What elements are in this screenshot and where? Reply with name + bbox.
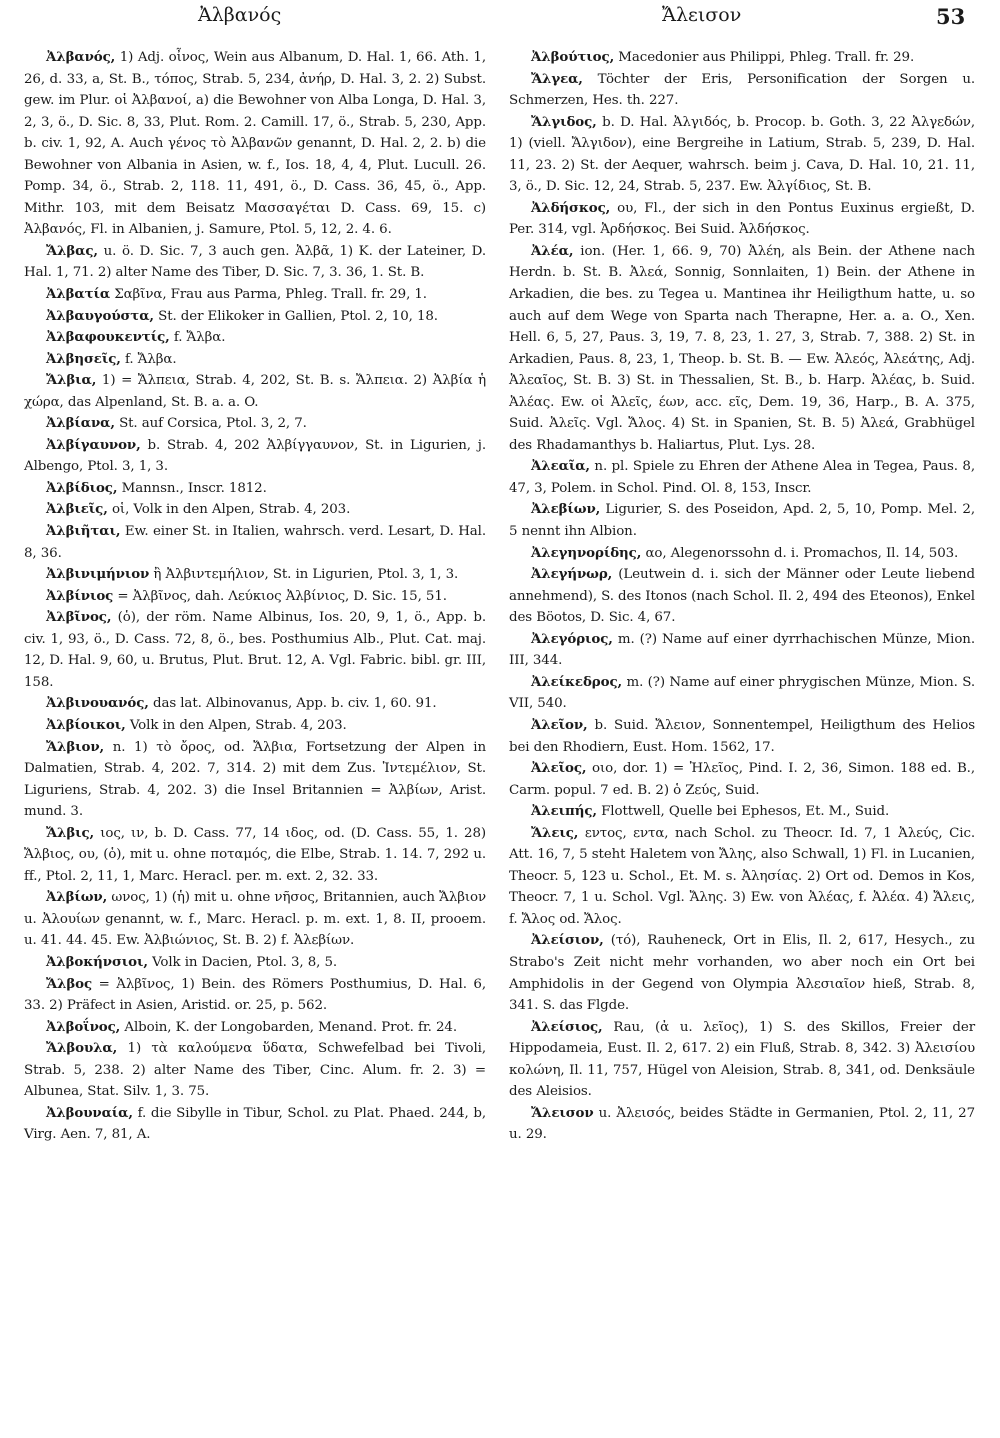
entry-text: Volk in den Alpen, Strab. 4, 203. — [125, 717, 347, 733]
dictionary-entry — [24, 478, 486, 500]
page-number: 53 — [936, 4, 966, 29]
dictionary-entry — [509, 543, 975, 565]
dictionary-entry — [24, 693, 486, 715]
dictionary-entry — [24, 586, 486, 608]
entry-headword: Ἀλβίγαυνον, — [46, 436, 141, 453]
entry-text: b. Suid. Ἄλειον, Sonnentempel, Heiligthum des Helios bei den Rhodiern, Eust. Hom. 1562, 17. — [509, 717, 975, 755]
entry-text: u. Ἀλεισός, beides Städte in Germanien, Ptol. 2, 11, 27 u. 29. — [509, 1105, 975, 1143]
dictionary-entry — [509, 69, 975, 112]
entry-text: ου, Fl., der sich in den Pontus Euxinus ergießt, D. Per. 314, vgl. Ἀρδήσκος. Bei Suid. Ἀλδήσκος. — [509, 200, 975, 238]
entry-text: ωνος, 1) (ἡ) mit u. ohne νῆσος, Britannien, auch Ἄλβιον u. Ἀλουίων genannt, w. f., Marc. Heracl. p. m. ext. 1, 8. II, prooem. u. 41. 44. 45. Ew. Ἀλβιώνιος, St. B. 2) f. Ἀλεβίων. — [24, 890, 486, 949]
entry-text: (Leutwein d. i. sich der Männer oder Leute liebend annehmend), S. des Itonos (nach Schol. Il. 2, 494 des Eteonos), Enkel des Böotos, D. Sic. 4, 67. — [509, 567, 975, 626]
entry-headword: Ἄλγιδος, — [531, 113, 597, 130]
entry-headword: Ἀλβοκήνσιοι, — [46, 953, 148, 970]
entry-text: 1) τὰ καλούμενα ὕδατα, Schwefelbad bei Tivoli, Strab. 5, 238. 2) alter Name des Tiber, Cinc. Alum. fr. 2. 3) = Albunea, Stat. Silv. 1, 3. 75. — [24, 1041, 486, 1100]
dictionary-entry — [24, 715, 486, 737]
dictionary-entry — [509, 758, 975, 801]
entry-headword: Ἀλβίοικοι, — [46, 716, 126, 733]
dictionary-entry — [24, 1038, 486, 1103]
entry-headword: Ἀλβοΐνος, — [46, 1018, 121, 1035]
dictionary-entry — [509, 1017, 975, 1103]
dictionary-entry — [24, 607, 486, 693]
entry-text: Töchter der Eris, Personification der Sorgen u. Schmerzen, Hes. th. 227. — [509, 71, 975, 109]
left-column — [24, 47, 486, 1146]
entry-text: Ew. einer St. in Italien, wahrsch. verd. Lesart, D. Hal. 8, 36. — [24, 524, 486, 561]
entry-text: Ligurier, S. des Poseidon, Apd. 2, 5, 10, Pomp. Mel. 2, 5 nennt ihn Albion. — [509, 502, 975, 540]
dictionary-entry — [509, 198, 975, 241]
entry-headword: Ἀλβίων, — [46, 889, 108, 906]
entry-text: Macedonier aus Philippi, Phleg. Trall. fr. 29. — [614, 50, 915, 65]
entry-headword: Ἀλβίδιος, — [46, 479, 118, 496]
running-head-right: Ἄλεισον — [662, 4, 742, 26]
entry-headword: Ἄλεις, — [531, 824, 579, 841]
dictionary-entry — [509, 801, 975, 823]
entry-headword: Ἀλβίανα, — [46, 415, 115, 432]
entry-text: n. pl. Spiele zu Ehren der Athene Alea in Tegea, Paus. 8, 47, 3, Polem. in Schol. Pind. Ol. 8, 153, Inscr. — [509, 459, 975, 496]
entry-headword: Ἄλβιον, — [46, 738, 105, 755]
entry-text: ion. (Her. 1, 66. 9, 70) Ἀλέη, als Bein. der Athene nach Herdn. b. St. B. Ἀλεά, Sonnig, Sonnlaiten, 1) Bein. der Athene in Arkadien, die bes. zu Tegea u. Mantinea ihr Heiligthum hatte, u. so auch auf dem Wege von Sparta nach Therapne, Her. a. a. O., Xen. Hell. 6, 5, 27, Paus. 3, 19, 7. 8, 23, 1. 27, 3, Strab. 7, 388. 2) St. in Arkadien, Paus. 8, 23, 1, Theop. b. St. B. — Ew. Ἀλεός, Ἀλεάτης, Adj. Ἀλεαῖος, St. B. 3) St. in Thessalien, St. B., b. Harp. Ἀλέας, b. Suid. Ἀλέας. Ew. οἱ Ἀλεῖς, έων, acc. εῖς, Dem. 19, 36, Harp., B. A. 375, Suid. Ἀλεῖς. Vgl. Ἄλος. 4) St. in Spanien, St. B. 5) Ἀλεά, Grabhügel des Rhadamanthys b. Haliartus, Plut. Lys. 28. — [509, 243, 975, 453]
dictionary-entry — [509, 715, 975, 758]
entry-text: ιος, ιν, b. D. Cass. 77, 14 ιδος, od. (D. Cass. 55, 1. 28) Ἄλβιος, ου, (ὁ), mit u. ohne ποταμός, die Elbe, Strab. 1. 14. 7, 292 u. ff., Ptol. 2, 11, 1, Marc. Heracl. per. m. ext. 2, 32. 33. — [24, 825, 486, 884]
entry-text: αο, Alegenorssohn d. i. Promachos, Il. 14, 503. — [641, 545, 959, 561]
entry-text: b. D. Hal. Ἀλγιδός, b. Procop. b. Goth. 3, 22 Ἀλγεδών, 1) (viell. Ἄλγιδον), eine Bergreihe in Latium, Strab. 5, 239, D. Hal. 11, 23. 2) St. der Aequer, wahrsch. beim j. Cava, D. Hal. 10, 21. 11, 3, ö., D. Sic. 12, 24, Strab. 5, 237. Ew. Ἀλγίδιος, St. B. — [509, 114, 975, 195]
entry-headword: Ἀλεῖος, — [531, 760, 587, 777]
entry-text: Rau, (ἀ u. λεῖος), 1) S. des Skillos, Freier der Hippodameia, Eust. Il. 2, 617. 2) ein Fluß, Strab. 8, 342. 3) Ἀλεισίου κολώνη, Il. 11, 757, Hügel von Aleision, Strab. 8, 341, od. Denksäule des Aleisios. — [509, 1019, 975, 1100]
entry-text: ἢ Ἀλβιντεμήλιον, St. in Ligurien, Ptol. 3, 1, 3. — [149, 567, 459, 583]
running-head-left: Ἀλβανός — [198, 4, 282, 26]
entry-headword: Ἀλβιῆται, — [46, 523, 121, 540]
entry-text: 1) Adj. οἶνος, Wein aus Albanum, D. Hal. 1, 66. Ath. 1, 26, d. 33, a, St. B., τόπος, Strab. 5, 234, ἀνήρ, D. Hal. 3, 2. 2) Subst. gew. im Plur. οἱ Ἀλβανοί, a) die Bewohner von Alba Longa, D. Hal. 3, 2, 3, ö., D. Sic. 8, 33, Plut. Rom. 2. Camill. 17, ö., Strab. 5, 230, App. b. civ. 1, 92, A. Auch γένος τὸ Ἀλβανῶν genannt, D. Hal. 2, 2. b) die Bewohner von Albania in Asien, w. f., Ios. 18, 4, 4, Plut. Lucull. 26. Pomp. 34, ö., Strab. 2, 118. 11, 491, ö., D. Cass. 36, 45, ö., App. Mithr. 103, mit dem Beisatz Μασσαγέται D. Cass. 69, 15. c) Ἀλβανός, Fl. in Albanien, j. Samure, Ptol. 5, 12, 2. 4. 6. — [24, 50, 486, 238]
dictionary-entry — [24, 564, 486, 586]
dictionary-entry — [509, 47, 975, 69]
entry-text: Volk in Dacien, Ptol. 3, 8, 5. — [147, 954, 338, 970]
dictionary-entry — [24, 521, 486, 564]
entry-headword: Ἀλεαῖα, — [531, 458, 590, 475]
dictionary-entry — [509, 930, 975, 1016]
entry-headword: Ἀλείσιος, — [531, 1018, 603, 1035]
entry-headword: Ἀλβαυγούστα, — [46, 307, 154, 324]
entry-text: Mannsn., Inscr. 1812. — [117, 480, 267, 496]
entry-headword: Ἀλβίνιος — [46, 587, 114, 604]
entry-headword: Ἀλβουναία, — [46, 1104, 133, 1121]
dictionary-entry — [24, 306, 486, 328]
entry-text: n. 1) τὸ ὄρος, od. Ἄλβια, Fortsetzung der Alpen in Dalmatien, Strab. 4, 202. 7, 314. 2) mit dem Zus. Ἰντεμέλιον, St. Liguriens, Strab. 4, 202. 3) die Insel Britannien = Ἀλβίων, Arist. mund. 3. — [24, 739, 486, 820]
dictionary-entry — [509, 1103, 975, 1146]
entry-headword: Ἀλβατία — [46, 286, 111, 303]
dictionary-entry — [24, 47, 486, 241]
entry-text: b. Strab. 4, 202 Ἀλβίγγαυνον, St. in Ligurien, j. Albengo, Ptol. 3, 1, 3. — [24, 437, 486, 475]
entry-text: Alboin, K. der Longobarden, Menand. Prot. fr. 24. — [120, 1019, 457, 1035]
dictionary-entry — [24, 349, 486, 371]
entry-text: m. (?) Name auf einer dyrrhachischen Münze, Mion. III, 344. — [509, 631, 975, 669]
entry-text: οιο, dor. 1) = Ἠλεῖος, Pind. I. 2, 36, Simon. 188 ed. B., Carm. popul. 7 ed. B. 2) ὁ Ζεύς, Suid. — [509, 761, 975, 798]
dictionary-entry — [24, 370, 486, 413]
entry-text: das lat. Albinovanus, App. b. civ. 1, 60. 91. — [148, 696, 437, 712]
entry-headword: Ἀλβινιμήνιον — [46, 566, 150, 583]
entry-headword: Ἀλβιεῖς, — [46, 501, 108, 518]
dictionary-entry — [24, 737, 486, 823]
right-column — [509, 47, 975, 1146]
dictionary-entry — [24, 499, 486, 521]
entry-headword: Ἀλβῖνος, — [46, 609, 112, 626]
dictionary-entry — [509, 629, 975, 672]
dictionary-entry — [509, 823, 975, 931]
entry-text: οἱ, Volk in den Alpen, Strab. 4, 203. — [107, 502, 351, 518]
entry-headword: Ἀλβινουανός, — [46, 695, 149, 712]
entry-text: m. (?) Name auf einer phrygischen Münze, Mion. S. VII, 540. — [509, 674, 975, 712]
entry-headword: Ἄλεισον — [531, 1104, 594, 1121]
dictionary-entry — [24, 413, 486, 435]
entry-headword: Ἀλείσιον, — [531, 932, 604, 949]
entry-text: (τό), Rauheneck, Ort in Elis, Il. 2, 617, Hesych., zu Strabo's Zeit nicht mehr vorhanden, wo aber noch ein Ort bei Amphidolis in der Gegend von Olympia Ἀλεσιαῖον hieß, Strab. 8, 341. S. das Flgde. — [509, 933, 975, 1014]
entry-text: Flottwell, Quelle bei Ephesos, Et. M., Suid. — [596, 804, 890, 820]
entry-text: f. Ἄλβα. — [169, 330, 226, 346]
entry-text: (ὁ), der röm. Name Albinus, Ios. 20, 9, 1, ö., App. b. civ. 1, 93, ö., D. Cass. 72, 8, ö., bes. Posthumius Alb., Plut. Cat. maj. 12, D. Hal. 9, 60, u. Brutus, Plut. Brut. 12, A. Vgl. Fabric. bibl. gr. III, 158. — [24, 610, 486, 690]
entry-headword: Ἀλδήσκος, — [531, 199, 611, 216]
entry-text: 1) = Ἄλπεια, Strab. 4, 202, St. B. s. Ἄλπεια. 2) Ἀλβία ἡ χώρα, das Alpenland, St. B. a. a. O. — [24, 373, 486, 410]
dictionary-entry — [24, 241, 486, 284]
entry-headword: Ἀλείκεδρος, — [531, 673, 623, 690]
entry-headword: Ἀλεβίων, — [531, 501, 601, 518]
entry-headword: Ἄλβουλα, — [46, 1040, 118, 1057]
entry-text: = Ἀλβῖνος, 1) Bein. des Römers Posthumius, D. Hal. 6, 33. 2) Präfect in Asien, Aristid. or. 25, p. 562. — [24, 976, 486, 1014]
dictionary-entry — [24, 887, 486, 952]
dictionary-entry — [24, 284, 486, 306]
dictionary-entry — [509, 672, 975, 715]
entry-headword: Ἀλέα, — [531, 242, 574, 259]
entry-text: Σαβῖνα, Frau aus Parma, Phleg. Trall. fr. 29, 1. — [110, 287, 427, 303]
dictionary-entry — [509, 564, 975, 629]
entry-text: = Ἀλβῖνος, dah. Λεύκιος Ἀλβίνιος, D. Sic. 15, 51. — [113, 588, 447, 604]
dictionary-entry — [24, 327, 486, 349]
dictionary-entry — [24, 435, 486, 478]
entry-text: St. der Elikoker in Gallien, Ptol. 2, 10, 18. — [153, 308, 438, 324]
entry-headword: Ἀλβανός, — [46, 49, 116, 65]
entry-text: u. ö. D. Sic. 7, 3 auch gen. Ἀλβᾶ, 1) K. der Lateiner, D. Hal. 1, 71. 2) alter Name des Tiber, D. Sic. 7, 3. 36, 1. St. B. — [24, 243, 486, 281]
dictionary-entry — [24, 823, 486, 888]
entry-headword: Ἄλβια, — [46, 372, 97, 389]
dictionary-entry — [24, 974, 486, 1017]
dictionary-entry — [509, 456, 975, 499]
entry-headword: Ἀλεγηνορίδης, — [531, 544, 642, 561]
entry-text: f. die Sibylle in Tibur, Schol. zu Plat. Phaed. 244, b, Virg. Aen. 7, 81, A. — [24, 1105, 486, 1143]
dictionary-entry — [509, 112, 975, 198]
entry-headword: Ἀλβούτιος, — [531, 49, 615, 65]
entry-text: εντος, εντα, nach Schol. zu Theocr. Id. 7, 1 Ἀλεύς, Cic. Att. 16, 7, 5 steht Haletem von Ἄλης, also Schwall, 1) Fl. in Lucanien, Theocr. 5, 123 u. Schol., Et. M. s. Ἀλησίας. 2) Ort od. Demos in Kos, Theocr. 7, 1 u. Schol. Vgl. Ἄλης. 3) Ew. von Ἀλέας, f. Ἀλέα. 4) Ἄλεις, f. Ἄλος od. Ἄλος. — [509, 825, 975, 927]
entry-headword: Ἄλβας, — [46, 242, 98, 259]
entry-headword: Ἀλβαφουκεντίς, — [46, 329, 170, 346]
dictionary-entry — [509, 241, 975, 456]
entry-headword: Ἀλειπής, — [531, 803, 597, 820]
entry-headword: Ἀλεῖον, — [531, 716, 588, 733]
dictionary-entry — [24, 1103, 486, 1146]
dictionary-entry — [24, 1017, 486, 1039]
entry-text: f. Ἄλβα. — [120, 351, 177, 367]
entry-headword: Ἄλβις, — [46, 824, 95, 841]
entry-headword: Ἀλβησεῖς, — [46, 350, 121, 367]
entry-text: St. auf Corsica, Ptol. 3, 2, 7. — [114, 416, 307, 432]
entry-headword: Ἀλεγόριος, — [531, 630, 613, 647]
entry-headword: Ἄλγεα, — [531, 70, 583, 87]
dictionary-entry — [509, 499, 975, 542]
entry-headword: Ἀλεγήνωρ, — [531, 566, 613, 583]
entry-headword: Ἄλβος — [46, 975, 93, 992]
dictionary-entry — [24, 952, 486, 974]
